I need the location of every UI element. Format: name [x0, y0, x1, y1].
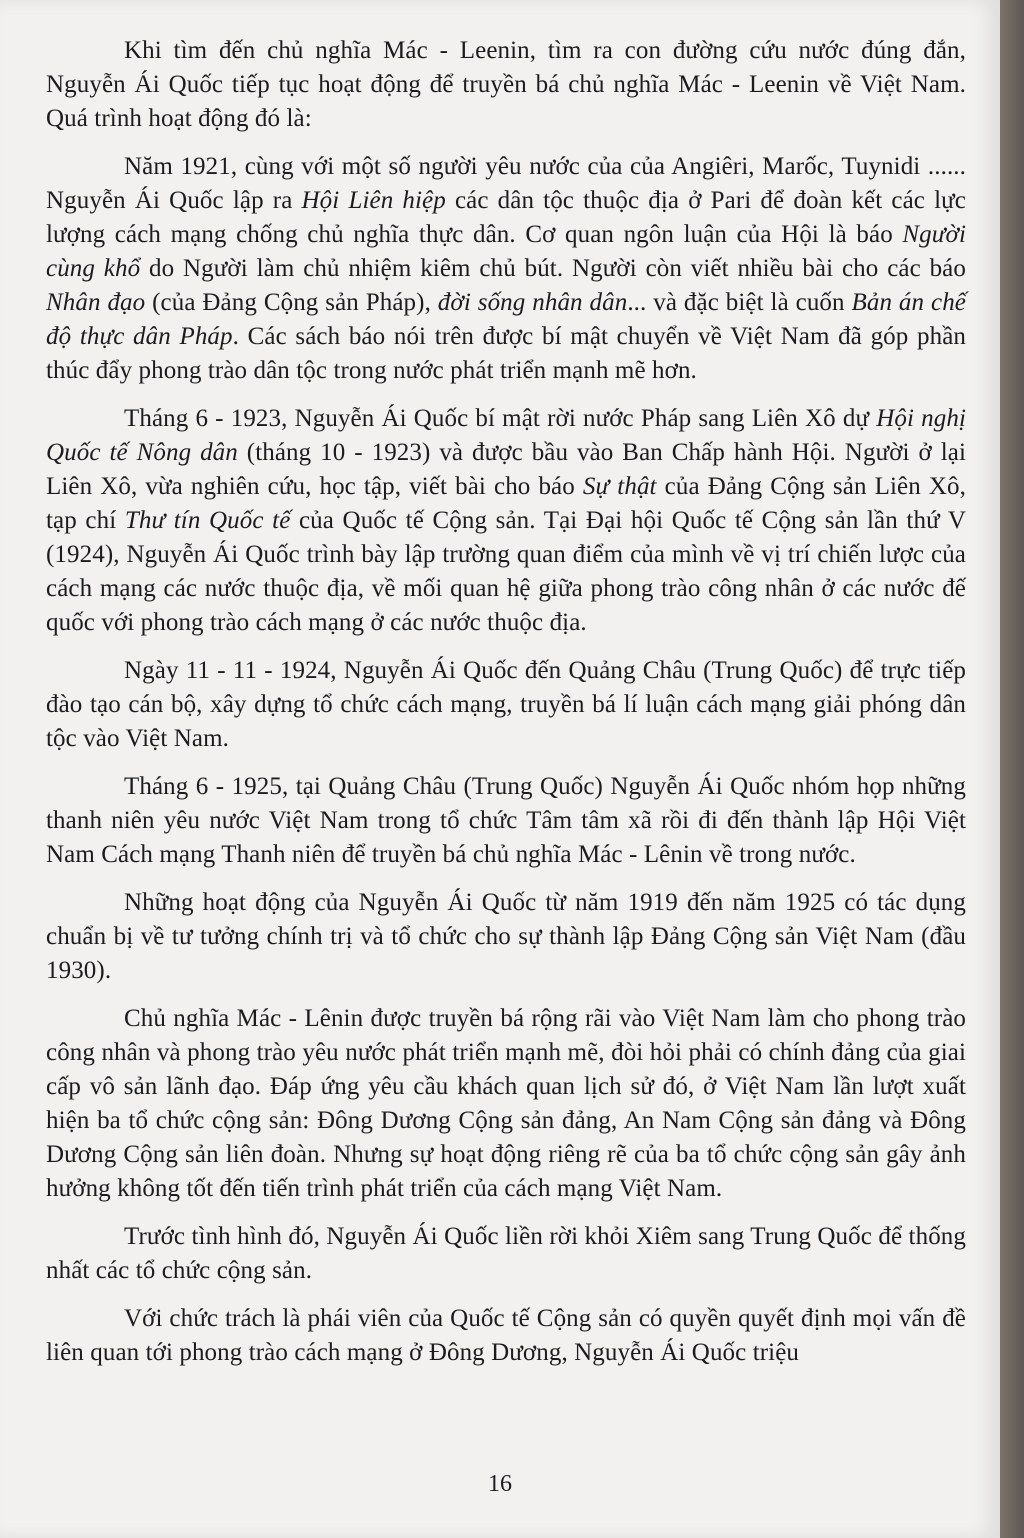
paragraph-1921-text-3: do Người làm chủ nhiệm kiêm chủ bút. Người còn viết nhiều bài cho các báo [140, 255, 966, 282]
italic-doi-song-nhan-dan: đời sống nhân dân [437, 289, 628, 316]
italic-hoi-nghi-quoc-te-nong-dan: Hội nghị Quốc tế Nông dân [46, 405, 967, 466]
paragraph-marx-lenin-text: Chủ nghĩa Mác - Lênin được truyền bá rộng rãi vào Việt Nam làm cho phong trào công nhân và phong trào yêu nước phát triển mạnh mẽ, đòi hỏi phải có chính đảng của giai cấp vô sản lãnh đạo. Đáp ứng yêu cầu khách quan lịch sử đó, ở Việt Nam lần lượt xuất hiện ba tổ chức cộng sản: Đông Dương Cộng sản đảng, An Nam Cộng sản đảng và Đông Dương Cộng sản liên đoàn. Nhưng sự hoạt động riêng rẽ của ba tổ chức cộng sản gây ảnh hưởng không tốt đến tiến trình phát triển của cách mạng Việt Nam. [46, 1005, 966, 1202]
paragraph-1921-text-2: các dân tộc thuộc địa ở Pari để đoàn kết các lực lượng cách mạng chống chủ nghĩa thực dân. Cơ quan ngôn luận của Hội là báo [46, 187, 966, 248]
paragraph-1919-1925-text: Những hoạt động của Nguyễn Ái Quốc từ năm 1919 đến năm 1925 có tác dụng chuẩn bị về tư tưởng chính trị và tổ chức cho sự thành lập Đảng Cộng sản Việt Nam (đầu 1930). [46, 889, 966, 984]
paragraph-1924-text: Ngày 11 - 11 - 1924, Nguyễn Ái Quốc đến Quảng Châu (Trung Quốc) để trực tiếp đào tạo cán bộ, xây dựng tổ chức cách mạng, truyền bá lí luận cách mạng giải phóng dân tộc vào Việt Nam. [46, 657, 966, 752]
italic-nguoi-cung-kho: Người cùng khổ [46, 221, 966, 282]
paragraph-intro [46, 34, 966, 136]
paragraph-1925 [46, 770, 966, 872]
paragraph-voi-chuc-trach [46, 1302, 966, 1370]
paragraph-1921 [46, 150, 966, 388]
paragraph-1921-text-1: Năm 1921, cùng với một số người yêu nước của của Angiêri, Marốc, Tuynidi ...... Nguyễn Ái Quốc lập ra [46, 153, 966, 214]
paragraph-marx-lenin [46, 1002, 966, 1206]
paragraph-1921-text-4: (của Đảng Cộng sản Pháp), [145, 289, 438, 316]
paragraph-1923-text-2: (tháng 10 - 1923) và được bầu vào Ban Chấp hành Hội. Người ở lại Liên Xô, vừa nghiên cứu, học tập, viết bài cho báo [46, 439, 966, 500]
page-shadow-edge [1000, 0, 1024, 1538]
paragraph-1923-text-1: Tháng 6 - 1923, Nguyễn Ái Quốc bí mật rời nước Pháp sang Liên Xô dự [124, 405, 877, 432]
paragraph-intro-text: Khi tìm đến chủ nghĩa Mác - Leenin, tìm ra con đường cứu nước đúng đắn, Nguyễn Ái Quốc tiếp tục hoạt động để truyền bá chủ nghĩa Mác - Leenin về Việt Nam. Quá trình hoạt động đó là: [46, 37, 966, 132]
italic-ban-an-che-do-thuc-dan-phap: Bản án chế độ thực dân Pháp [46, 289, 966, 350]
italic-su-that: Sự thật [582, 473, 657, 500]
paragraph-truoc-tinh-hinh [46, 1220, 966, 1288]
paragraph-1924 [46, 654, 966, 756]
italic-nhan-dao: Nhân đạo [46, 289, 146, 316]
page-number: 16 [488, 1471, 512, 1497]
paragraph-voi-chuc-trach-text: Với chức trách là phái viên của Quốc tế Cộng sản có quyền quyết định mọi vấn đề liên quan tới phong trào cách mạng ở Đông Dương, Nguyễn Ái Quốc triệu [46, 1305, 966, 1366]
paragraph-1921-text-5: ... và đặc biệt là cuốn [627, 289, 852, 316]
paragraph-1919-1925 [46, 886, 966, 988]
paragraph-1923-text-3: của Đảng Cộng sản Liên Xô, tạp chí [46, 473, 966, 534]
italic-thu-tin-quoc-te: Thư tín Quốc tế [124, 507, 291, 534]
paragraph-1921-text-6: . Các sách báo nói trên được bí mật chuyển về Việt Nam đã góp phần thúc đẩy phong trào dân tộc trong nước phát triển mạnh mẽ hơn. [46, 323, 966, 384]
paragraph-1923-text-4: của Quốc tế Cộng sản. Tại Đại hội Quốc tế Cộng sản lần thứ V (1924), Nguyễn Ái Quốc trình bày lập trường quan điểm của mình về vị trí chiến lược của cách mạng các nước thuộc địa, về mối quan hệ giữa phong trào công nhân ở các nước đế quốc với phong trào cách mạng ở các nước thuộc địa. [46, 507, 967, 636]
paragraph-1925-text: Tháng 6 - 1925, tại Quảng Châu (Trung Quốc) Nguyễn Ái Quốc nhóm họp những thanh niên yêu nước Việt Nam trong tổ chức Tâm tâm xã rồi đi đến thành lập Hội Việt Nam Cách mạng Thanh niên để truyền bá chủ nghĩa Mác - Lênin về trong nước. [46, 773, 966, 868]
italic-hoi-lien-hiep: Hội Liên hiệp [301, 187, 446, 214]
paragraph-1923 [46, 402, 966, 640]
paragraph-truoc-tinh-hinh-text: Trước tình hình đó, Nguyễn Ái Quốc liền rời khỏi Xiêm sang Trung Quốc để thống nhất các tổ chức cộng sản. [46, 1223, 966, 1284]
